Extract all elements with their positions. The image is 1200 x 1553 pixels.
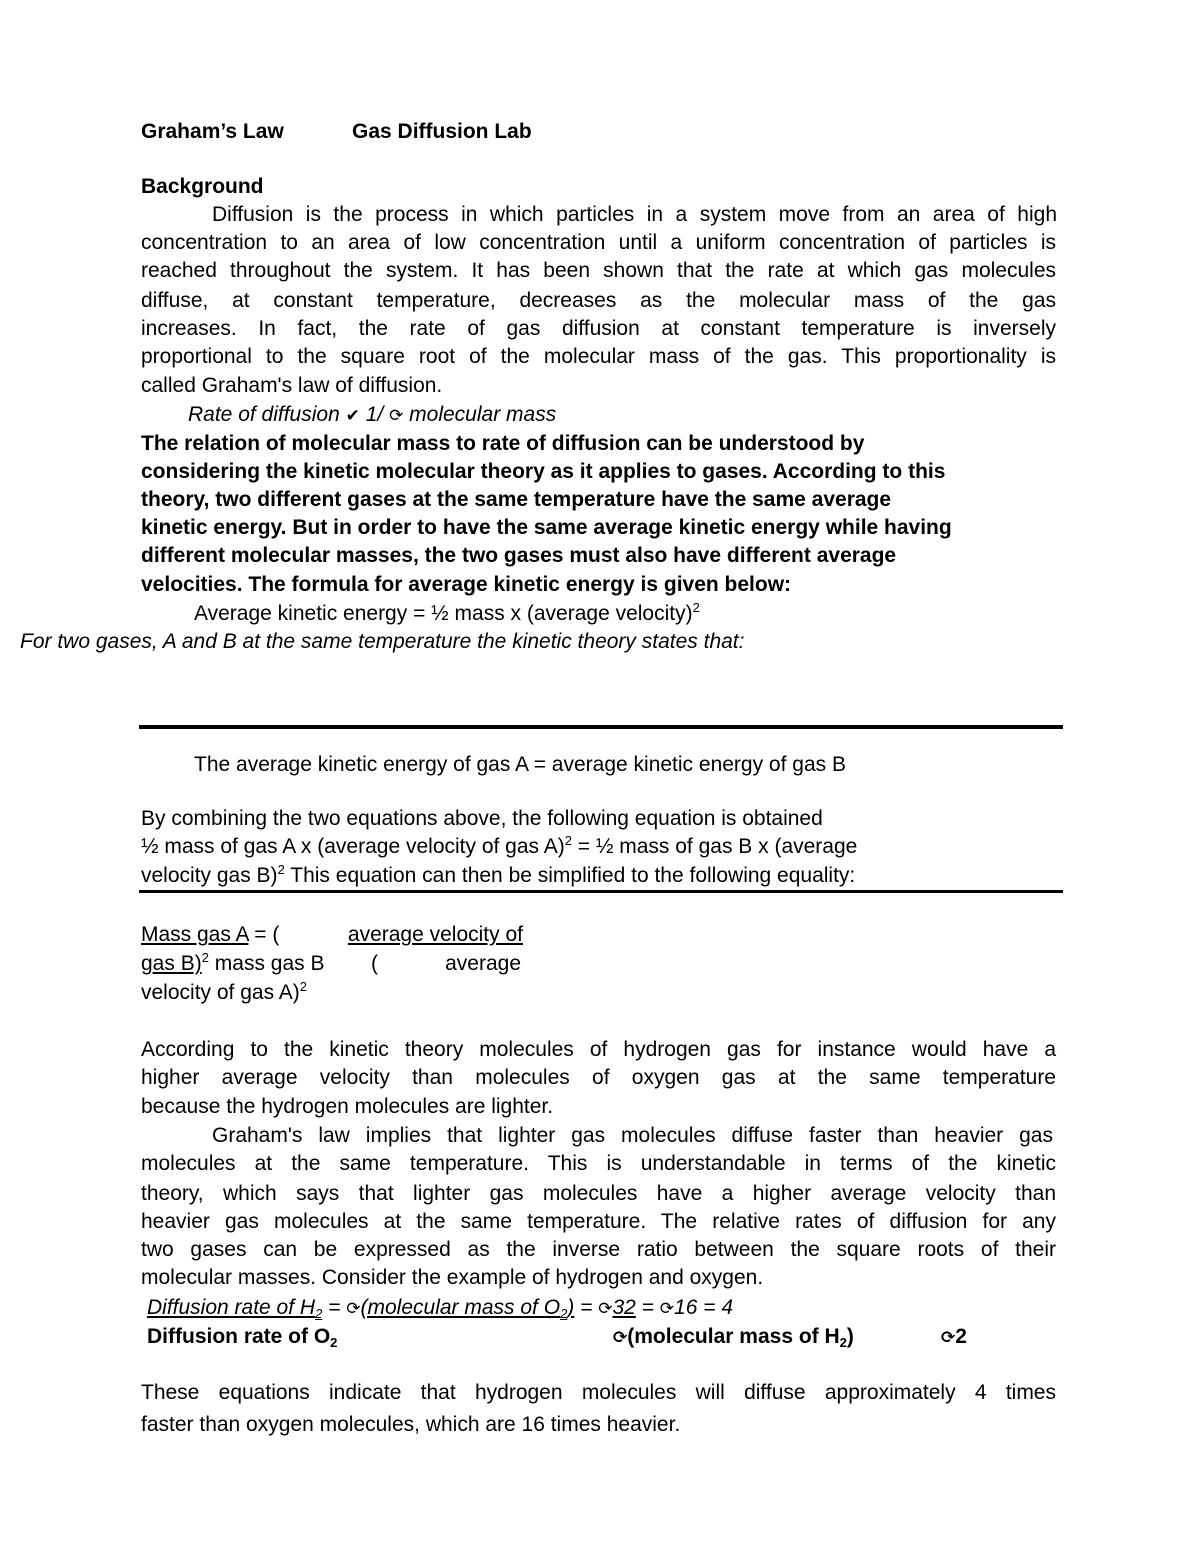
document-title: Graham’s Law [141, 120, 284, 143]
subscript: 2 [330, 1335, 338, 1350]
kinetic-energy-formula [194, 600, 700, 629]
exponent: 2 [277, 862, 285, 877]
exponent: 2 [201, 950, 209, 965]
equation-text: This equation can then be simplified to the following equality: [284, 864, 856, 887]
paragraph-line: molecular masses. Consider the example of hydrogen and oxygen. [141, 1266, 764, 1289]
square-root-icon: ⟳ [598, 1299, 613, 1319]
equality-line [141, 921, 523, 950]
document-subtitle: Gas Diffusion Lab [352, 120, 532, 143]
paragraph-line: These equations indicate that hydrogen molecules will diffuse approximately 4 times [141, 1381, 1056, 1404]
rate-formula-mid: 1/ [365, 403, 384, 426]
horizontal-rule [139, 725, 1063, 729]
subscript: 2 [560, 1306, 568, 1321]
exponent: 2 [564, 833, 572, 848]
equality-line [141, 979, 307, 1008]
equality-numerator: Mass gas A [141, 923, 249, 946]
bold-paragraph-line: kinetic energy. But in order to have the same average kinetic energy while having [141, 516, 952, 539]
value-2: 2 [955, 1325, 967, 1348]
square-root-icon: ⟳ [941, 1328, 956, 1348]
rate-formula-lhs: Rate of diffusion [188, 403, 340, 426]
paragraph-line: increases. In fact, the rate of gas diffusion at constant temperature is inversely [141, 317, 1056, 340]
two-gases-statement: For two gases, A and B at the same temperature the kinetic theory states that: [20, 630, 745, 653]
paragraph-line: reached throughout the system. It has been shown that the rate at which gas molecules [141, 259, 1056, 282]
paragraph-line: proportional to the square root of the molecular mass of the gas. This proportionality is [141, 345, 1056, 368]
proportional-icon: ✔ [345, 406, 360, 426]
rate-formula [188, 401, 556, 431]
molecular-mass-o2: ) [567, 1296, 575, 1319]
equals-sign: = [635, 1296, 660, 1319]
equation-text: velocity gas B) [141, 864, 278, 887]
combined-equation-line [141, 833, 857, 862]
bold-paragraph-line: theory, two different gases at the same temperature have the same average [141, 488, 892, 511]
bold-paragraph-line: velocities. The formula for average kinetic energy is given below: [141, 573, 792, 596]
square-root-icon: ⟳ [389, 406, 404, 426]
kinetic-energy-formula-text: Average kinetic energy = ½ mass x (average velocity) [194, 602, 693, 625]
subscript: 2 [839, 1335, 847, 1350]
exponent: 2 [692, 600, 700, 615]
equals-sign: = [574, 1296, 599, 1319]
paragraph-line: because the hydrogen molecules are lighter. [141, 1095, 554, 1118]
molecular-mass-h2: ) [846, 1325, 854, 1348]
paragraph-line: Graham's law implies that lighter gas molecules diffuse faster than heavier gas [212, 1124, 1053, 1147]
paragraph-line: higher average velocity than molecules of oxygen gas at the same temperature [141, 1066, 1056, 1089]
molecular-mass-h2: (molecular mass of H [627, 1325, 840, 1348]
example-numerator-line [147, 1294, 733, 1324]
square-root-icon: ⟳ [346, 1299, 361, 1319]
equality-text: velocity of gas A) [141, 981, 300, 1004]
equality-numerator: average velocity of [347, 923, 523, 946]
example-denominator-value [941, 1323, 967, 1353]
rate-formula-rhs: molecular mass [409, 403, 557, 426]
bold-paragraph-line: The relation of molecular mass to rate of diffusion can be understood by [141, 432, 865, 455]
exponent: 2 [299, 979, 307, 994]
combined-equation-line [141, 862, 855, 891]
equality-text: mass gas B [208, 952, 325, 975]
paragraph-line: called Graham's law of diffusion. [141, 374, 443, 397]
paragraph-line: faster than oxygen molecules, which are 16 times heavier. [141, 1413, 681, 1436]
equals-sign: = [322, 1296, 347, 1319]
square-root-icon: ⟳ [613, 1328, 628, 1348]
equality-text: average [445, 952, 521, 975]
paragraph-line: Diffusion is the process in which particles in a system move from an area of high [212, 203, 1057, 226]
example-denominator-label [147, 1323, 337, 1352]
value-32: 32 [612, 1296, 636, 1319]
subscript: 2 [315, 1306, 323, 1321]
bold-paragraph-line: different molecular masses, the two gases must also have different average [141, 544, 897, 567]
example-denominator-mass [613, 1323, 854, 1353]
equal-kinetic-energy-statement: The average kinetic energy of gas A = average kinetic energy of gas B [194, 753, 846, 776]
paragraph-line: According to the kinetic theory molecules of hydrogen gas for instance would have a [141, 1038, 1056, 1061]
paragraph-line: heavier gas molecules at the same temperature. The relative rates of diffusion for any [141, 1210, 1056, 1233]
bold-paragraph-line: considering the kinetic molecular theory as it applies to gases. According to this [141, 460, 946, 483]
value-16-result: 16 = 4 [674, 1296, 734, 1319]
paragraph-line: theory, which says that lighter gas molecules have a higher average velocity than [141, 1182, 1056, 1205]
paragraph-line: two gases can be expressed as the inverse ratio between the square roots of their [141, 1238, 1056, 1261]
equality-text: ( [371, 952, 378, 975]
equality-numerator: gas B) [141, 952, 202, 975]
horizontal-rule [139, 890, 1063, 893]
equation-text: = ½ mass of gas B x (average [571, 835, 858, 858]
paragraph-line: diffuse, at constant temperature, decreases as the molecular mass of the gas [141, 289, 1056, 312]
combining-statement: By combining the two equations above, the following equation is obtained [141, 807, 823, 830]
equation-text: ½ mass of gas A x (average velocity of gas A) [141, 835, 565, 858]
paragraph-line: concentration to an area of low concentration until a uniform concentration of particles is [141, 231, 1056, 254]
molecular-mass-o2: (molecular mass of O [360, 1296, 561, 1319]
background-heading: Background [141, 175, 264, 198]
diffusion-rate-h2-label: Diffusion rate of H [147, 1296, 316, 1319]
diffusion-rate-o2-label: Diffusion rate of O [147, 1325, 331, 1348]
equality-text: = ( [248, 923, 280, 946]
square-root-icon: ⟳ [659, 1299, 675, 1319]
equality-line [141, 950, 523, 979]
paragraph-line: molecules at the same temperature. This is understandable in terms of the kinetic [141, 1152, 1056, 1175]
